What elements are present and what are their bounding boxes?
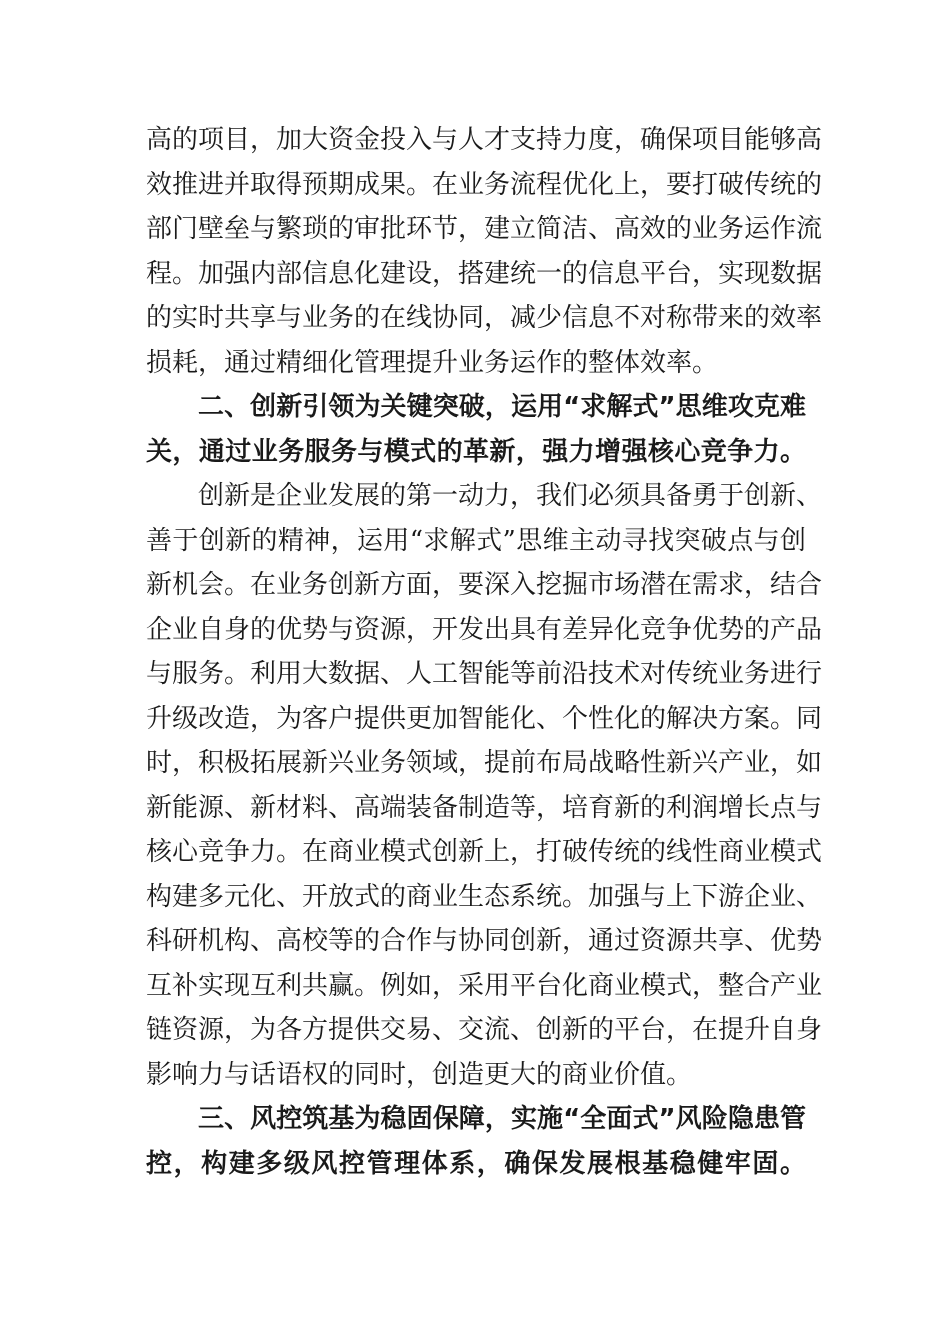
body-paragraph — [146, 118, 823, 385]
section-heading-2 — [146, 385, 806, 474]
text-line: 时，积极拓展新兴业务领域，提前布局战略性新兴产业，如 — [146, 748, 823, 778]
text-line: 影响力与话语权的同时，创造更大的商业价值。 — [146, 1059, 693, 1090]
section-heading-3 — [146, 1097, 806, 1186]
text-line: 链资源，为各方提供交易、交流、创新的平台，在提升自身 — [146, 1015, 823, 1045]
text-line: 构建多元化、开放式的商业生态系统。加强与上下游企业、 — [146, 881, 823, 912]
heading-line: 关，通过业务服务与模式的革新，强力增强核心竞争力。 — [146, 436, 806, 467]
text-line: 高的项目，加大资金投入与人才支持力度，确保项目能够高 — [146, 125, 823, 155]
heading-line: 控，构建多级风控管理体系，确保发展根基稳健牢固。 — [146, 1148, 806, 1179]
text-line: 与服务。利用大数据、人工智能等前沿技术对传统业务进行 — [146, 659, 823, 689]
text-line: 互补实现互利共赢。例如，采用平台化商业模式，整合产业 — [146, 970, 823, 1001]
text-line: 损耗，通过精细化管理提升业务运作的整体效率。 — [146, 347, 719, 378]
text-line: 核心竞争力。在商业模式创新上，打破传统的线性商业模式 — [146, 837, 823, 867]
text-line: 科研机构、高校等的合作与协同创新，通过资源共享、优势 — [146, 926, 823, 956]
text-line: 企业自身的优势与资源，开发出具有差异化竞争优势的产品 — [146, 614, 823, 645]
body-paragraph — [146, 474, 823, 1097]
heading-line: 三、风控筑基为稳固保障，实施“全面式”风险隐患管 — [198, 1104, 806, 1134]
text-line: 效推进并取得预期成果。在业务流程优化上，要打破传统的 — [146, 169, 823, 200]
heading-line: 二、创新引领为关键突破，运用“求解式”思维攻克难 — [198, 392, 806, 422]
text-line: 善于创新的精神，运用“求解式”思维主动寻找突破点与创 — [146, 525, 806, 556]
text-line: 升级改造，为客户提供更加智能化、个性化的解决方案。同 — [146, 703, 823, 734]
text-line: 新机会。在业务创新方面，要深入挖掘市场潜在需求，结合 — [146, 570, 823, 600]
document-page — [146, 118, 823, 1186]
text-line: 的实时共享与业务的在线协同，减少信息不对称带来的效率 — [146, 303, 823, 333]
text-line: 程。加强内部信息化建设，搭建统一的信息平台，实现数据 — [146, 258, 823, 289]
text-line: 部门壁垒与繁琐的审批环节，建立简洁、高效的业务运作流 — [146, 214, 823, 244]
text-line: 新能源、新材料、高端装备制造等，培育新的利润增长点与 — [146, 792, 823, 823]
text-line: 创新是企业发展的第一动力，我们必须具备勇于创新、 — [198, 481, 823, 511]
